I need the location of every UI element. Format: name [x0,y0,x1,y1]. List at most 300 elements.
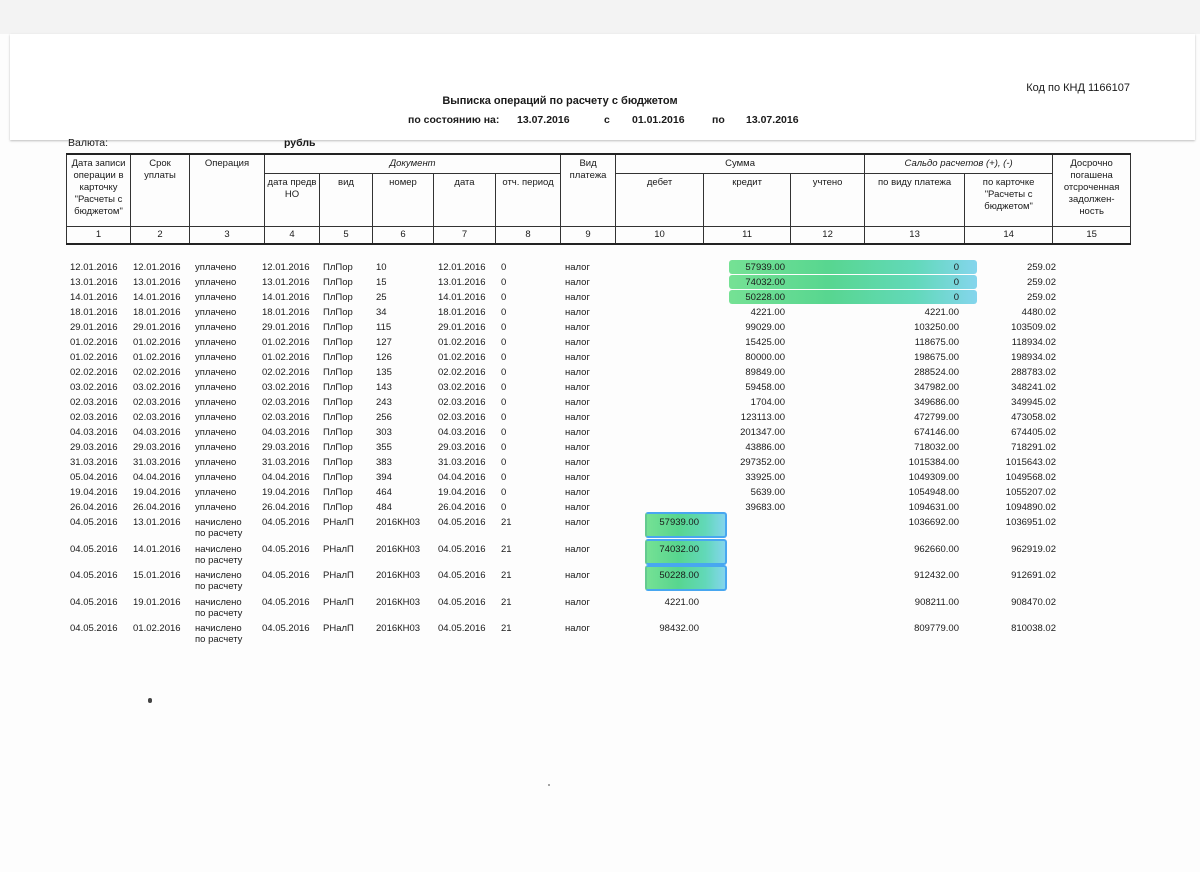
scan-speck [548,784,550,786]
report-period-value: 21 [501,596,512,608]
cell-pre-no-date [260,397,321,412]
cell-accounted [787,502,861,517]
doc-date-value: 01.02.2016 [438,352,486,363]
from-date: 01.01.2016 [632,114,685,126]
cell-doc-date [436,322,499,337]
cell-pre-no-date [260,472,321,487]
doc-number-value: 303 [376,427,392,438]
cell-doc-date [436,457,499,472]
operation-value: начислено [195,543,242,555]
cell-record-date [68,517,131,544]
table-row [68,412,1058,427]
cell-record-date [68,262,131,277]
cell-debit [613,623,701,650]
column-number: 11 [704,226,791,243]
credit-value: 5639.00 [750,487,785,498]
cell-doc-number [374,307,436,322]
report-period-value: 21 [501,543,512,555]
cell-credit [701,337,787,352]
cell-pre-no-date [260,487,321,502]
credit-value: 1704.00 [750,397,785,408]
report-period-value: 0 [501,277,507,288]
doc-kind-value: ПлПор [323,442,353,453]
cell-debit [613,277,701,292]
cell-doc-number [374,412,436,427]
doc-date-value: 29.03.2016 [438,442,486,453]
report-period-value: 0 [501,442,507,453]
cell-report-period [499,472,563,487]
debit-value: 4221.00 [664,596,699,608]
doc-number-value: 464 [376,487,392,498]
saldo-by-card-value: 718291.02 [1011,442,1056,453]
cell-saldo-by-card [961,623,1058,650]
document-title: Выписка операций по расчету с бюджетом [442,95,678,107]
saldo-by-card-value: 1036951.02 [1005,517,1056,528]
record-date-value: 12.01.2016 [70,262,118,273]
doc-number-value: 2016КН03 [376,623,421,634]
report-period-value: 21 [501,623,512,634]
col-accounted: учтено [791,173,865,226]
cell-due-date [131,367,193,382]
cell-record-date [68,397,131,412]
payment-type-value: налог [565,596,590,608]
doc-number-value: 2016КН03 [376,570,421,581]
cell-operation [193,412,260,427]
cell-doc-date [436,544,499,571]
operation-value: уплачено [195,262,237,273]
cell-credit [701,382,787,397]
saldo-by-card-value: 259.02 [1026,262,1056,273]
cell-doc-kind [321,487,374,502]
cell-doc-date [436,487,499,502]
debit-value: 74032.00 [659,543,699,555]
cell-due-date [131,570,193,597]
cell-credit [701,292,787,307]
operation-detail: по расчету [195,528,243,539]
saldo-by-type-value: 1054948.00 [908,487,959,498]
saldo-by-card-value: 4480.02 [1021,307,1056,318]
cell-doc-date [436,397,499,412]
cell-debit [613,307,701,322]
table-row [68,382,1058,397]
report-period-value: 0 [501,472,507,483]
pre-no-date-value: 29.01.2016 [262,322,310,333]
operation-value: уплачено [195,367,237,378]
cell-record-date [68,352,131,367]
doc-number-value: 2016КН03 [376,596,421,608]
payment-type-value: налог [565,367,590,378]
saldo-by-type-value: 674146.00 [914,427,959,438]
cell-operation [193,427,260,442]
pre-no-date-value: 04.05.2016 [262,570,310,581]
cell-report-period [499,502,563,517]
payment-type-value: налог [565,623,590,634]
doc-number-value: 484 [376,502,392,513]
doc-kind-value: РНалП [323,570,354,581]
cell-saldo-by-type [861,412,961,427]
saldo-by-card-value: 1049568.02 [1005,472,1056,483]
cell-record-date [68,597,131,624]
cell-record-date [68,623,131,650]
cell-saldo-by-card [961,544,1058,571]
due-date-value: 02.03.2016 [133,412,181,423]
operation-value: уплачено [195,427,237,438]
cell-saldo-by-card [961,502,1058,517]
cell-accounted [787,457,861,472]
knd-code: Код по КНД 1166107 [1026,82,1130,94]
cell-report-period [499,292,563,307]
due-date-value: 02.03.2016 [133,397,181,408]
cell-debit [613,352,701,367]
cell-saldo-by-type [861,517,961,544]
cell-payment-type [563,487,613,502]
payment-type-value: налог [565,322,590,333]
cell-due-date [131,544,193,571]
saldo-by-card-value: 259.02 [1026,277,1056,288]
col-saldo-by-card: по карточке "Расчеты с бюджетом" [965,173,1053,226]
cell-debit [613,570,701,597]
cell-operation [193,367,260,382]
doc-date-value: 14.01.2016 [438,292,486,303]
operation-value: уплачено [195,337,237,348]
doc-kind-value: ПлПор [323,472,353,483]
cell-record-date [68,277,131,292]
cell-payment-type [563,382,613,397]
currency-value: рубль [284,137,316,149]
cell-payment-type [563,502,613,517]
cell-pre-no-date [260,262,321,277]
operation-value: уплачено [195,487,237,498]
cell-doc-number [374,322,436,337]
cell-accounted [787,487,861,502]
cell-accounted [787,472,861,487]
cell-doc-number [374,292,436,307]
operation-value: уплачено [195,292,237,303]
doc-kind-value: ПлПор [323,352,353,363]
cell-debit [613,397,701,412]
cell-doc-kind [321,427,374,442]
cell-record-date [68,382,131,397]
report-period-value: 0 [501,322,507,333]
operation-value: уплачено [195,322,237,333]
report-period-value: 0 [501,337,507,348]
doc-date-value: 26.04.2016 [438,502,486,513]
due-date-value: 02.02.2016 [133,367,181,378]
cell-doc-date [436,352,499,367]
column-number: 12 [791,226,865,243]
cell-saldo-by-card [961,517,1058,544]
due-date-value: 18.01.2016 [133,307,181,318]
cell-doc-number [374,262,436,277]
record-date-value: 01.02.2016 [70,337,118,348]
table-row [68,597,1058,624]
saldo-by-type-value: 718032.00 [914,442,959,453]
cell-accounted [787,597,861,624]
saldo-by-type-value: 349686.00 [914,397,959,408]
cell-doc-number [374,597,436,624]
saldo-by-card-value: 259.02 [1026,292,1056,303]
table-row [68,570,1058,597]
record-date-value: 04.05.2016 [70,517,118,528]
record-date-value: 02.03.2016 [70,412,118,423]
cell-credit [701,367,787,382]
cell-debit [613,337,701,352]
doc-number-value: 10 [376,262,387,273]
cell-debit [613,457,701,472]
doc-number-value: 243 [376,397,392,408]
cell-credit [701,487,787,502]
cell-due-date [131,597,193,624]
doc-kind-value: ПлПор [323,277,353,288]
doc-kind-value: ПлПор [323,487,353,498]
cell-saldo-by-card [961,307,1058,322]
cell-report-period [499,262,563,277]
credit-value: 89849.00 [745,367,785,378]
saldo-by-card-value: 349945.02 [1011,397,1056,408]
saldo-by-type-value: 912432.00 [914,570,959,581]
pre-no-date-value: 31.03.2016 [262,457,310,468]
credit-value: 50228.00 [745,292,785,303]
cell-doc-number [374,337,436,352]
doc-date-value: 04.05.2016 [438,517,486,528]
cell-pre-no-date [260,277,321,292]
payment-type-value: налог [565,397,590,408]
column-number: 8 [496,226,561,243]
due-date-value: 13.01.2016 [133,277,181,288]
col-due-date: Срок уплаты [131,154,190,226]
saldo-by-type-value: 0 [953,277,959,288]
table-row [68,517,1058,544]
cell-accounted [787,337,861,352]
cell-credit [701,597,787,624]
cell-payment-type [563,472,613,487]
report-period-value: 0 [501,307,507,318]
cell-debit [613,427,701,442]
cell-saldo-by-card [961,292,1058,307]
doc-date-value: 04.05.2016 [438,596,486,608]
due-date-value: 19.04.2016 [133,487,181,498]
saldo-by-type-value: 0 [953,262,959,273]
cell-doc-kind [321,623,374,650]
doc-date-value: 04.05.2016 [438,570,486,581]
cell-saldo-by-card [961,487,1058,502]
cell-doc-date [436,597,499,624]
cell-saldo-by-type [861,442,961,457]
column-number: 4 [265,226,320,243]
cell-accounted [787,427,861,442]
due-date-value: 12.01.2016 [133,262,181,273]
cell-doc-date [436,623,499,650]
cell-payment-type [563,597,613,624]
doc-date-value: 04.04.2016 [438,472,486,483]
cell-pre-no-date [260,427,321,442]
cell-credit [701,307,787,322]
cell-accounted [787,623,861,650]
doc-date-value: 19.04.2016 [438,487,486,498]
pre-no-date-value: 04.03.2016 [262,427,310,438]
cell-report-period [499,623,563,650]
cell-debit [613,472,701,487]
cell-accounted [787,307,861,322]
cell-report-period [499,397,563,412]
cell-doc-number [374,472,436,487]
pre-no-date-value: 04.05.2016 [262,543,310,555]
table-row [68,502,1058,517]
cell-payment-type [563,623,613,650]
payment-type-value: налог [565,517,590,528]
cell-doc-kind [321,570,374,597]
cell-saldo-by-type [861,292,961,307]
cell-report-period [499,382,563,397]
saldo-by-type-value: 472799.00 [914,412,959,423]
saldo-by-type-value: 809779.00 [914,623,959,634]
cell-operation [193,307,260,322]
cell-doc-kind [321,337,374,352]
cell-payment-type [563,544,613,571]
doc-date-value: 02.03.2016 [438,412,486,423]
cell-doc-kind [321,292,374,307]
cell-pre-no-date [260,292,321,307]
saldo-by-card-value: 348241.02 [1011,382,1056,393]
cell-payment-type [563,412,613,427]
doc-date-value: 04.03.2016 [438,427,486,438]
pre-no-date-value: 01.02.2016 [262,337,310,348]
cell-doc-date [436,442,499,457]
table-row [68,292,1058,307]
doc-number-value: 115 [376,322,392,333]
cell-due-date [131,382,193,397]
cell-report-period [499,570,563,597]
saldo-by-card-value: 1094890.02 [1005,502,1056,513]
table-row [68,367,1058,382]
cell-pre-no-date [260,337,321,352]
column-number: 2 [131,226,190,243]
cell-credit [701,623,787,650]
cell-credit [701,427,787,442]
col-record-date: Дата записи операции в карточку "Расчеты с бюджетом" [67,154,131,226]
operation-value: уплачено [195,397,237,408]
doc-number-value: 2016КН03 [376,517,421,528]
cell-credit [701,457,787,472]
operation-value: уплачено [195,472,237,483]
cell-saldo-by-card [961,570,1058,597]
cell-saldo-by-card [961,597,1058,624]
credit-value: 4221.00 [750,307,785,318]
saldo-by-card-value: 103509.02 [1011,322,1056,333]
cell-operation [193,570,260,597]
col-doc-kind: вид [320,173,373,226]
doc-number-value: 15 [376,277,387,288]
due-date-value: 19.01.2016 [133,596,181,608]
cell-report-period [499,307,563,322]
cell-saldo-by-card [961,367,1058,382]
cell-accounted [787,352,861,367]
saldo-by-card-value: 198934.02 [1011,352,1056,363]
cell-due-date [131,412,193,427]
payment-type-value: налог [565,352,590,363]
pre-no-date-value: 19.04.2016 [262,487,310,498]
doc-kind-value: ПлПор [323,457,353,468]
credit-value: 43886.00 [745,442,785,453]
doc-kind-value: РНалП [323,517,354,528]
payment-type-value: налог [565,262,590,273]
table-row [68,457,1058,472]
cell-credit [701,442,787,457]
table-header [66,153,1131,245]
report-period-value: 0 [501,487,507,498]
cell-doc-date [436,427,499,442]
report-period-value: 0 [501,292,507,303]
saldo-by-card-value: 1015643.02 [1005,457,1056,468]
cell-doc-number [374,502,436,517]
col-credit: кредит [704,173,791,226]
payment-type-value: налог [565,307,590,318]
cell-saldo-by-type [861,307,961,322]
credit-value: 99029.00 [745,322,785,333]
cell-pre-no-date [260,517,321,544]
cell-report-period [499,412,563,427]
cell-due-date [131,307,193,322]
cell-doc-number [374,487,436,502]
column-number: 13 [865,226,965,243]
col-group-sum: Сумма [616,154,865,173]
saldo-by-type-value: 1049309.00 [908,472,959,483]
report-period-value: 0 [501,412,507,423]
operation-value: начислено [195,623,242,634]
cell-due-date [131,442,193,457]
cell-operation [193,623,260,650]
cell-operation [193,322,260,337]
doc-kind-value: РНалП [323,543,354,555]
cell-saldo-by-card [961,352,1058,367]
table-row [68,544,1058,571]
operation-value: уплачено [195,277,237,288]
cell-doc-kind [321,472,374,487]
table-row [68,322,1058,337]
operation-detail: по расчету [195,607,243,619]
pre-no-date-value: 29.03.2016 [262,442,310,453]
cell-doc-kind [321,352,374,367]
cell-doc-date [436,570,499,597]
column-number: 7 [434,226,496,243]
cell-doc-kind [321,322,374,337]
cell-accounted [787,544,861,571]
cell-record-date [68,412,131,427]
saldo-by-card-value: 473058.02 [1011,412,1056,423]
cell-operation [193,442,260,457]
cell-pre-no-date [260,502,321,517]
cell-doc-kind [321,597,374,624]
cell-saldo-by-type [861,457,961,472]
cell-record-date [68,472,131,487]
cell-credit [701,412,787,427]
cell-doc-kind [321,277,374,292]
payment-type-value: налог [565,337,590,348]
doc-number-value: 25 [376,292,387,303]
cell-doc-date [436,502,499,517]
cell-pre-no-date [260,597,321,624]
cell-due-date [131,397,193,412]
cell-record-date [68,427,131,442]
cell-due-date [131,502,193,517]
record-date-value: 14.01.2016 [70,292,118,303]
cell-operation [193,502,260,517]
cell-doc-date [436,307,499,322]
debit-value: 98432.00 [659,623,699,634]
cell-payment-type [563,352,613,367]
doc-number-value: 394 [376,472,392,483]
cell-debit [613,442,701,457]
